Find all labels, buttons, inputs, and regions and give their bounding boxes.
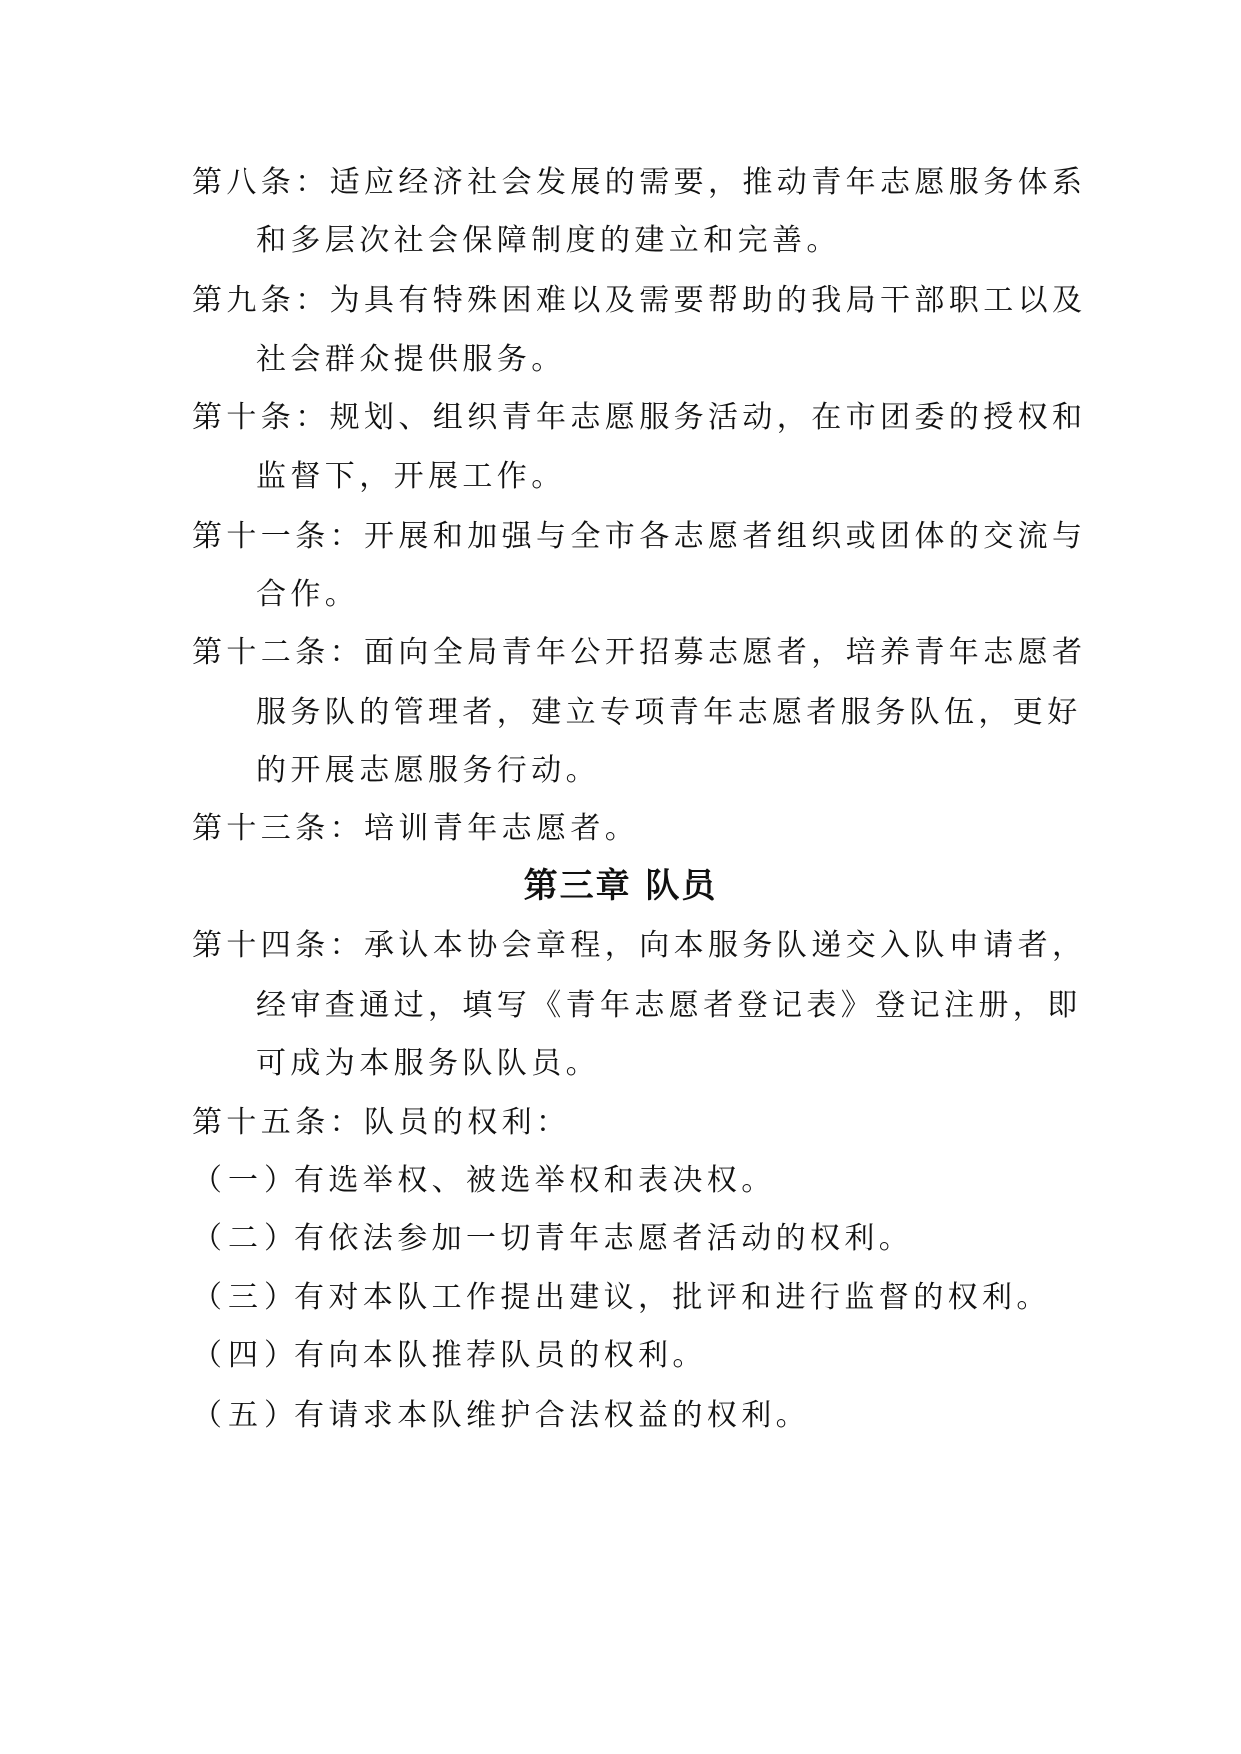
article-12-line-2: 服务队的管理者，建立专项青年志愿者服务队伍，更好 xyxy=(256,695,1082,730)
article-11-line-2: 合作。 xyxy=(256,577,360,612)
article-12-line-3: 的开展志愿服务行动。 xyxy=(256,753,600,788)
rights-item-text: 有选举权、被选举权和表决权。 xyxy=(294,1163,776,1198)
rights-item-text: 有对本队工作提出建议，批评和进行监督的权利。 xyxy=(294,1280,1051,1315)
article-8-line-1: 第八条：适应经济社会发展的需要，推动青年志愿服务体系 xyxy=(192,165,1087,200)
chapter-heading: 第三章 队员 xyxy=(523,866,718,906)
rights-item-number: （三） xyxy=(192,1280,300,1315)
article-14-line-3: 可成为本服务队队员。 xyxy=(256,1046,600,1081)
article-9-line-1: 第九条：为具有特殊困难以及需要帮助的我局干部职工以及 xyxy=(192,283,1087,318)
article-9-line-2: 社会群众提供服务。 xyxy=(256,342,566,377)
rights-item-number: （五） xyxy=(192,1398,300,1433)
rights-item-text: 有请求本队维护合法权益的权利。 xyxy=(294,1398,810,1433)
article-15-line-1: 第十五条：队员的权利： xyxy=(192,1105,571,1140)
rights-item-text: 有依法参加一切青年志愿者活动的权利。 xyxy=(294,1221,914,1256)
article-14-line-1: 第十四条：承认本协会章程，向本服务队递交入队申请者， xyxy=(192,928,1087,963)
article-13-line-1: 第十三条：培训青年志愿者。 xyxy=(192,811,640,846)
rights-item xyxy=(192,1278,1051,1318)
article-14-line-2: 经审查通过，填写《青年志愿者登记表》登记注册，即 xyxy=(256,988,1082,1023)
rights-item-number: （四） xyxy=(192,1338,300,1373)
article-11-line-1: 第十一条：开展和加强与全市各志愿者组织或团体的交流与 xyxy=(192,519,1087,554)
rights-item xyxy=(192,1219,913,1259)
rights-item xyxy=(192,1161,776,1201)
rights-item-number: （二） xyxy=(192,1221,300,1256)
article-8-line-2: 和多层次社会保障制度的建立和完善。 xyxy=(256,223,841,258)
article-10-line-1: 第十条：规划、组织青年志愿服务活动，在市团委的授权和 xyxy=(192,400,1087,435)
article-10-line-2: 监督下，开展工作。 xyxy=(256,459,566,494)
rights-item-text: 有向本队推荐队员的权利。 xyxy=(294,1338,707,1373)
article-12-line-1: 第十二条：面向全局青年公开招募志愿者，培养青年志愿者 xyxy=(192,635,1087,670)
rights-item-number: （一） xyxy=(192,1163,300,1198)
rights-item xyxy=(192,1336,707,1376)
rights-item xyxy=(192,1396,810,1436)
